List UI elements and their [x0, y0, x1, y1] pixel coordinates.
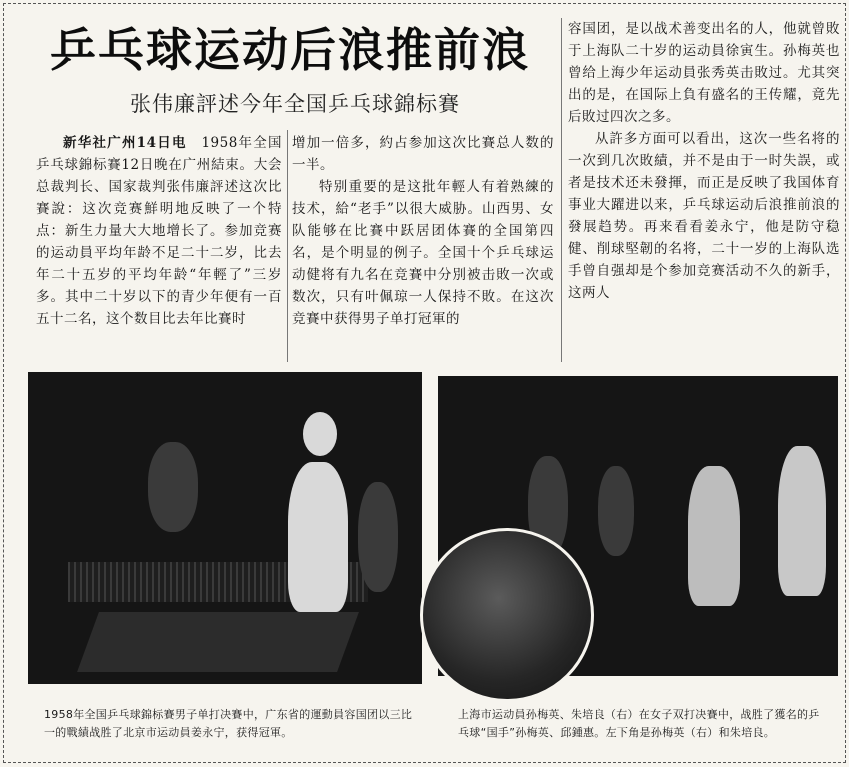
dateline: 新华社广州14日电: [63, 135, 187, 151]
photo-player: [288, 462, 348, 612]
column-2-paragraph-2: 特别重要的是这批年輕人有着熟練的技术，給“老手”以很大威胁。山西男、女队能够在比賽中跃居团体賽的全国第四名，是个明显的例子。全国十个乒乓球运动健将有九名在竞賽中分別被击敗一次或数次，只有叶佩琼一人保持不敗。在这次竞賽中获得男子单打冠軍的: [292, 179, 554, 327]
subheadline: 张伟廉評述今年全国乒乓球錦标賽: [130, 92, 460, 116]
photo-figure: [358, 482, 398, 592]
headline: 乒乓球运动后浪推前浪: [50, 23, 530, 77]
column-2-paragraph-1: 增加一倍多，約占参加这次比賽总人数的一半。: [292, 135, 554, 173]
article-column-3: [568, 18, 840, 304]
photo-player: [688, 466, 740, 606]
photo-player: [778, 446, 826, 596]
photo-figure: [148, 442, 198, 532]
caption-photo-1: 1958年全国乒乓球錦标賽男子单打决賽中，广东省的運動員容国团以三比一的戰績战胜了北京市运动員姜永宁，获得冠軍。: [44, 708, 413, 739]
article-column-2: [292, 132, 554, 330]
article-column-1: [36, 132, 282, 330]
column-3-paragraph-1: 容国团，是以战术善变出名的人，他就曾敗于上海队二十岁的运动員徐寅生。孙梅英也曾给上海少年运动員张秀英击敗过。尤其突出的是，在国际上負有盛名的王传耀，竟先后敗过四次之多。: [568, 21, 840, 125]
photo-player-head: [303, 412, 337, 456]
photo-figure: [598, 466, 634, 556]
photo-table: [77, 612, 359, 672]
caption-photo-2: 上海市运动員孙梅英、朱培良（右）在女子双打决賽中，战胜了獲名的乒乓球“国手”孙梅英、邱鍾惠。左下角是孙梅英（右）和朱培良。: [458, 708, 820, 739]
column-divider: [287, 130, 288, 362]
photo-mens-final: [28, 372, 422, 684]
photo-inset-portrait: [420, 528, 594, 702]
column-divider: [561, 18, 562, 362]
column-1-text: 1958年全国乒乓球錦标賽12日晚在广州結束。大会总裁判长、国家裁判张伟廉評述这次比賽說：这次竞赛鮮明地反映了一个特点：新生力量大大地增长了。参加竞赛的运动員平均年龄不足二十二岁，比去年二十五岁的平均年龄“年輕了”三岁多。其中二十岁以下的青少年便有一百五十二名，这个数目比去年比賽时: [36, 135, 283, 327]
column-3-paragraph-2: 从許多方面可以看出，这次一些名将的一次到几次敗績，并不是由于一时失誤，或者是技术还未發揮，而正是反映了我国体育事业大躍进以来，乒乓球运动后浪推前浪的發展趋势。再来看看姜永宁，他是防守稳健、削球堅韌的名将，二十一岁的上海队选手曾自强却是个参加竞赛活动不久的新手，这两人: [568, 131, 840, 301]
